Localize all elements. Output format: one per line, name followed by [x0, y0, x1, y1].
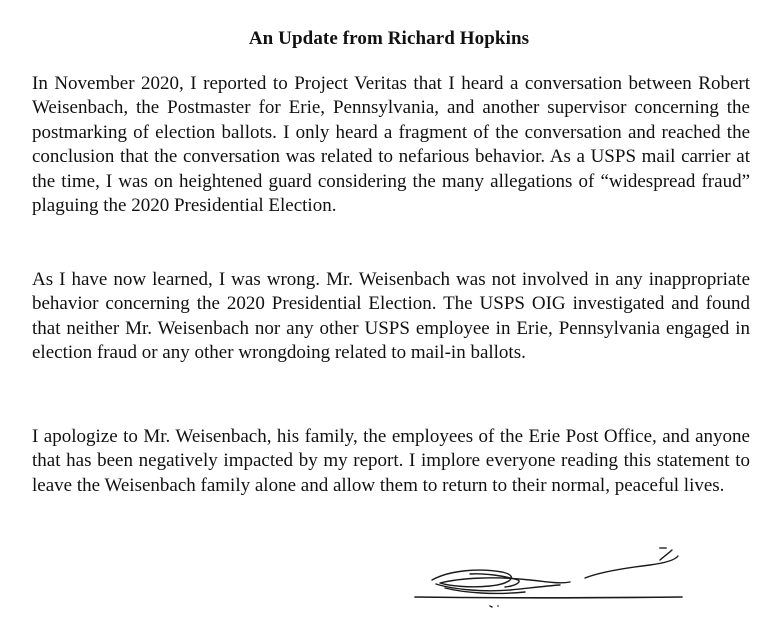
page-title: An Update from Richard Hopkins — [248, 28, 530, 49]
scan-speck — [659, 547, 667, 549]
paragraph-apology: I apologize to Mr. Weisenbach, his family, the employees of the Erie Post Office, and anyone that has been negatively impacted by my report. I implore everyone reading this statement to leave the Weisenbach family alone and allow them to return to their normal, peaceful lives. — [32, 426, 750, 496]
paragraph-correction: As I have now learned, I was wrong. Mr. Weisenbach was not involved in any inappropriate behavior concerning the 2020 Presidential Election. The USPS OIG investigated and found that neither Mr. Weisenbach nor any other USPS employee in Erie, Pennsylvania engaged in election fraud or any other wrongdoing related to mail-in ballots. — [32, 269, 750, 364]
scan-speck — [497, 605, 499, 607]
paragraph-report: In November 2020, I reported to Project Veritas that I heard a conversation between Robert Weisenbach, the Postmaster for Erie, Pennsylvania, and another supervisor concerning the postmarking of election ballots. I only heard a fragment of the conversation and reached the conclusion that the conversation was related to nefarious behavior. As a USPS mail carrier at the time, I was on heightened guard considering the many allegations of “widespread fraud” plaguing the 2020 Presidential Election. — [32, 73, 750, 217]
handwritten-signature — [410, 540, 710, 615]
